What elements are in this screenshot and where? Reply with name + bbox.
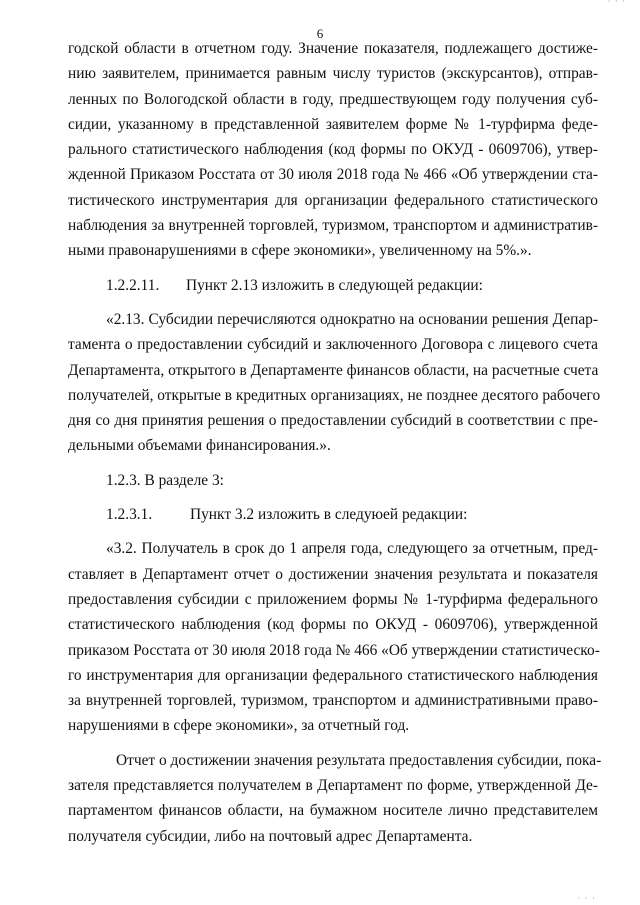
text-line: приказом Росстата от 30 июля 2018 года № 466 «Об утверждении статистическо- [68, 641, 600, 659]
text-line: «2.13. Субсидии перечисляются однократно на основании решения Депар- [106, 310, 598, 328]
item-1-2-3: 1.2.3. В разделе 3: [106, 471, 224, 489]
text-line: тамента о предоставлении субсидий и заключенного Договора с лицевого счета [68, 336, 598, 354]
item-1-2-3-1 [68, 502, 598, 527]
item-1-2-2-11 [68, 273, 598, 298]
corner-mark-top: · · · [607, 0, 626, 6]
paragraph-continued [68, 36, 598, 264]
paragraph-report [68, 748, 602, 849]
text-line: зателя представляется получателем в Департамент по форме, утвержденной Де- [68, 777, 598, 795]
text-line: наблюдения за внутренней торговлей, туризмом, транспортом и административ- [68, 217, 598, 235]
text-line: Департамента, открытого в Департаменте финансов области, на расчетные счета [68, 361, 599, 379]
text-line: жденной Приказом Росстата от 30 июля 2018 года № 466 «Об утверждении ста- [68, 166, 598, 184]
text-line: получателя субсидии, либо на почтовый адрес Департамента. [68, 827, 473, 845]
text-line: партаментом финансов области, на бумажном носителе лично представителем [68, 802, 598, 820]
text-line: «3.2. Получатель в срок до 1 апреля года, следующего за отчетным, пред- [106, 540, 598, 558]
text-line: нию заявителем, принимается равным числу туристов (экскурсантов), отправ- [68, 65, 598, 83]
text-line: дельными объемами финансирования.». [68, 437, 331, 455]
item-text: Пункт 2.13 изложить в следующей редакции: [186, 276, 483, 294]
text-line: ными правонарушениями в сфере экономики», увеличенному на 5%.». [68, 242, 532, 260]
paragraph-2-13 [68, 307, 601, 459]
text-line: дня со дня принятия решения о предоставлении субсидий в соответствии с пре- [68, 412, 598, 430]
text-line: сидии, указанному в представленной заявителем форме № 1-турфирма феде- [68, 115, 598, 133]
item-number: 1.2.2.11. [106, 276, 160, 294]
text-line: рального статистического наблюдения (код формы по ОКУД - 0609706), утвер- [68, 141, 598, 159]
text-line: го инструментария для организации федерального статистического наблюдения [68, 666, 598, 684]
text-line: тистического инструментария для организации федерального статистического [68, 191, 598, 209]
document-body [68, 36, 602, 849]
item-text: Пункт 3.2 изложить в следуюей редакции: [190, 506, 468, 524]
text-line: нарушениями в сфере экономики», за отчетный год. [68, 717, 410, 735]
paragraph-3-2 [68, 536, 598, 738]
text-line: ставляет в Департамент отчет о достижении значения результата и показателя [68, 565, 598, 583]
text-line: Отчет о достижении значения результата предоставления субсидии, пока- [116, 751, 602, 769]
text-line: годской области в отчетном году. Значение показателя, подлежащего достиже- [68, 40, 598, 57]
text-line: за внутренней торговлей, туризмом, транспортом и административными право- [68, 692, 598, 710]
text-line: статистического наблюдения (код формы по ОКУД - 0609706), утвержденной [68, 616, 598, 634]
page-number: 6 [316, 26, 324, 41]
item-number: 1.2.3.1. [106, 506, 153, 524]
corner-mark-bottom: · · · [577, 893, 596, 903]
text-line: получателей, открытые в кредитных организациях, не позднее десятого рабочего [68, 386, 601, 404]
text-line: предоставления субсидии с приложением формы № 1-турфирма федерального [68, 590, 598, 608]
text-line: ленных по Вологодской области в году, предшествующем году получения суб- [68, 90, 598, 108]
